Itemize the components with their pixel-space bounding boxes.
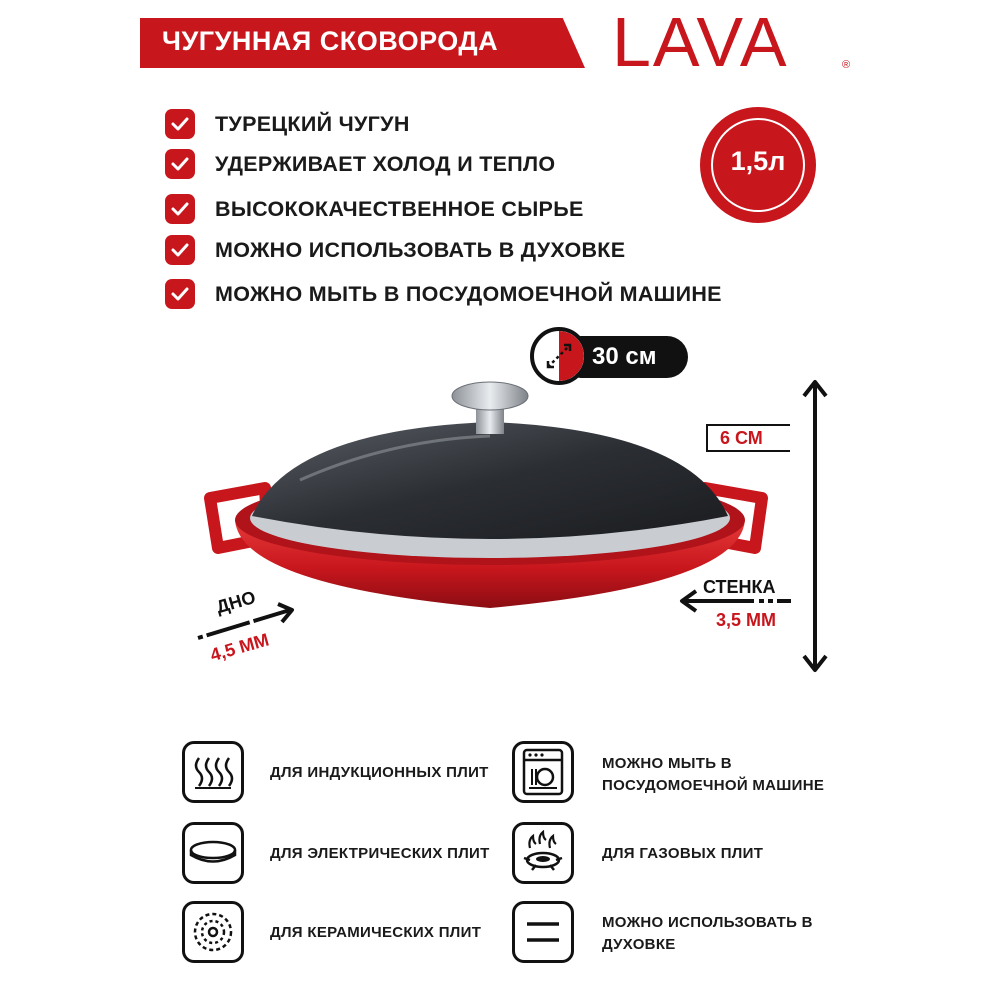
bottom-label: ДНО — [214, 587, 258, 618]
checkmark-icon — [165, 149, 195, 179]
gas-burner-icon — [512, 822, 574, 884]
checkmark-icon — [165, 194, 195, 224]
feature-label: ВЫСОКОКАЧЕСТВЕННОЕ СЫРЬЕ — [215, 196, 584, 221]
feature-label: МОЖНО МЫТЬ В ПОСУДОМОЕЧНОЙ МАШИНЕ — [215, 281, 722, 306]
wall-label: СТЕНКА — [703, 577, 776, 597]
feature-item — [165, 106, 410, 142]
feature-item — [165, 232, 625, 268]
ceramic-hob-icon — [182, 901, 244, 963]
height-arrow — [800, 378, 830, 674]
feature-item — [165, 146, 555, 182]
checkmark-icon — [165, 235, 195, 265]
icon-label: ДЛЯ ГАЗОВЫХ ПЛИТ — [602, 845, 764, 862]
icon-label: ДЛЯ ИНДУКЦИОННЫХ ПЛИТ — [270, 764, 489, 781]
registered-mark: ® — [842, 59, 851, 71]
page-title: ЧУГУННАЯ СКОВОРОДА — [162, 26, 499, 56]
icon-label: ДЛЯ КЕРАМИЧЕСКИХ ПЛИТ — [270, 924, 482, 941]
feature-label: МОЖНО ИСПОЛЬЗОВАТЬ В ДУХОВКЕ — [215, 237, 626, 262]
oven-icon — [512, 901, 574, 963]
icon-label: МОЖНО ИСПОЛЬЗОВАТЬ В ДУХОВКЕ — [602, 914, 813, 953]
feature-label: УДЕРЖИВАЕТ ХОЛОД И ТЕПЛО — [215, 151, 556, 176]
volume-value: 1,5л — [730, 146, 786, 176]
brand-logo: LAVA — [612, 3, 789, 81]
diameter-value: 30 см — [592, 343, 657, 370]
feature-item — [165, 276, 722, 312]
bottom-value: 4,5 ММ — [208, 629, 272, 666]
electric-hob-icon — [182, 822, 244, 884]
induction-coil-icon — [182, 741, 244, 803]
feature-label: ТУРЕЦКИЙ ЧУГУН — [215, 111, 410, 136]
dishwasher-icon — [512, 741, 574, 803]
lid-knob — [452, 382, 528, 410]
height-value: 6 СМ — [720, 428, 763, 448]
checkmark-icon — [165, 279, 195, 309]
checkmark-icon — [165, 109, 195, 139]
wall-value: 3,5 ММ — [716, 610, 777, 630]
icon-label: ДЛЯ ЭЛЕКТРИЧЕСКИХ ПЛИТ — [270, 845, 490, 862]
glass-lid — [252, 422, 728, 539]
icon-label: МОЖНО МЫТЬ В ПОСУДОМОЕЧНОЙ МАШИНЕ — [602, 755, 825, 794]
feature-item — [165, 191, 584, 227]
